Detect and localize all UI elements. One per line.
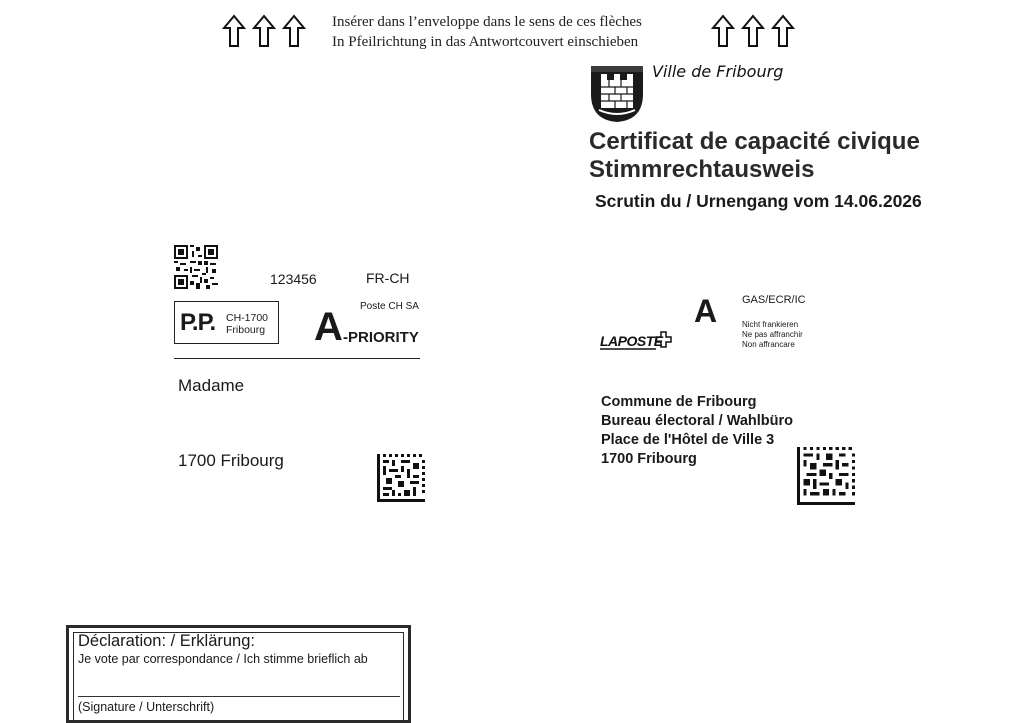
arrow-group-right	[711, 14, 795, 48]
carrier-name: Poste CH SA	[360, 301, 419, 312]
return-address-line: 1700 Fribourg	[601, 451, 697, 467]
instruction-fr: Insérer dans l’enveloppe dans le sens de ces flèches	[332, 14, 642, 30]
up-arrow-icon	[711, 14, 735, 48]
franking-note-fr: Ne pas affranchir	[742, 330, 803, 339]
up-arrow-icon	[771, 14, 795, 48]
datamatrix-code-icon	[377, 454, 425, 502]
document-title	[589, 128, 920, 184]
recipient-city: 1700 Fribourg	[178, 451, 284, 470]
address-divider	[174, 358, 420, 359]
return-address-line: Place de l'Hôtel de Ville 3	[601, 432, 775, 448]
up-arrow-icon	[741, 14, 765, 48]
return-address-line: Bureau électoral / Wahlbüro	[601, 413, 794, 429]
declaration-title: Déclaration: / Erklärung:	[78, 632, 255, 650]
pp-label: P.P.	[180, 309, 216, 336]
franking-note-it: Non affrancare	[742, 340, 795, 349]
signature-label: (Signature / Unterschrift)	[78, 700, 215, 714]
pp-location	[226, 312, 268, 336]
up-arrow-icon	[252, 14, 276, 48]
title-de: Stimmrechtausweis	[589, 156, 815, 183]
declaration-text: Je vote par correspondance / Ich stimme brieflich ab	[78, 652, 368, 666]
franking-note-de: Nicht frankieren	[742, 320, 799, 329]
city-logo-text: Ville de Fribourg	[652, 62, 784, 81]
arrow-group-left	[222, 14, 306, 48]
signature-line[interactable]	[78, 696, 400, 697]
svg-text:LAPOSTE: LAPOSTE	[600, 333, 663, 349]
return-address	[601, 393, 793, 469]
vote-date: Scrutin du / Urnengang vom 14.06.2026	[595, 191, 922, 211]
instruction-de: In Pfeilrichtung in das Antwortcouvert einschieben	[332, 34, 639, 50]
fribourg-shield-icon	[589, 64, 645, 124]
country-code: FR-CH	[366, 270, 410, 286]
return-address-line: Commune de Fribourg	[601, 394, 757, 410]
recipient-salutation: Madame	[178, 376, 245, 395]
laposte-logo-icon	[600, 328, 676, 352]
reference-number: 123456	[270, 271, 317, 287]
priority-label: -PRIORITY	[343, 329, 419, 346]
up-arrow-icon	[222, 14, 246, 48]
priority-letter: A	[314, 305, 343, 349]
pp-city: Fribourg	[226, 324, 266, 336]
title-fr: Certificat de capacité civique	[589, 128, 920, 155]
datamatrix-code-icon	[797, 447, 855, 505]
insert-instructions	[332, 12, 642, 52]
qr-code-icon	[174, 245, 218, 289]
up-arrow-icon	[282, 14, 306, 48]
postage-letter: A	[694, 293, 718, 329]
postage-code: GAS/ECR/IC	[742, 294, 806, 306]
franking-notes	[742, 320, 803, 350]
pp-zip: CH-1700	[226, 312, 269, 324]
